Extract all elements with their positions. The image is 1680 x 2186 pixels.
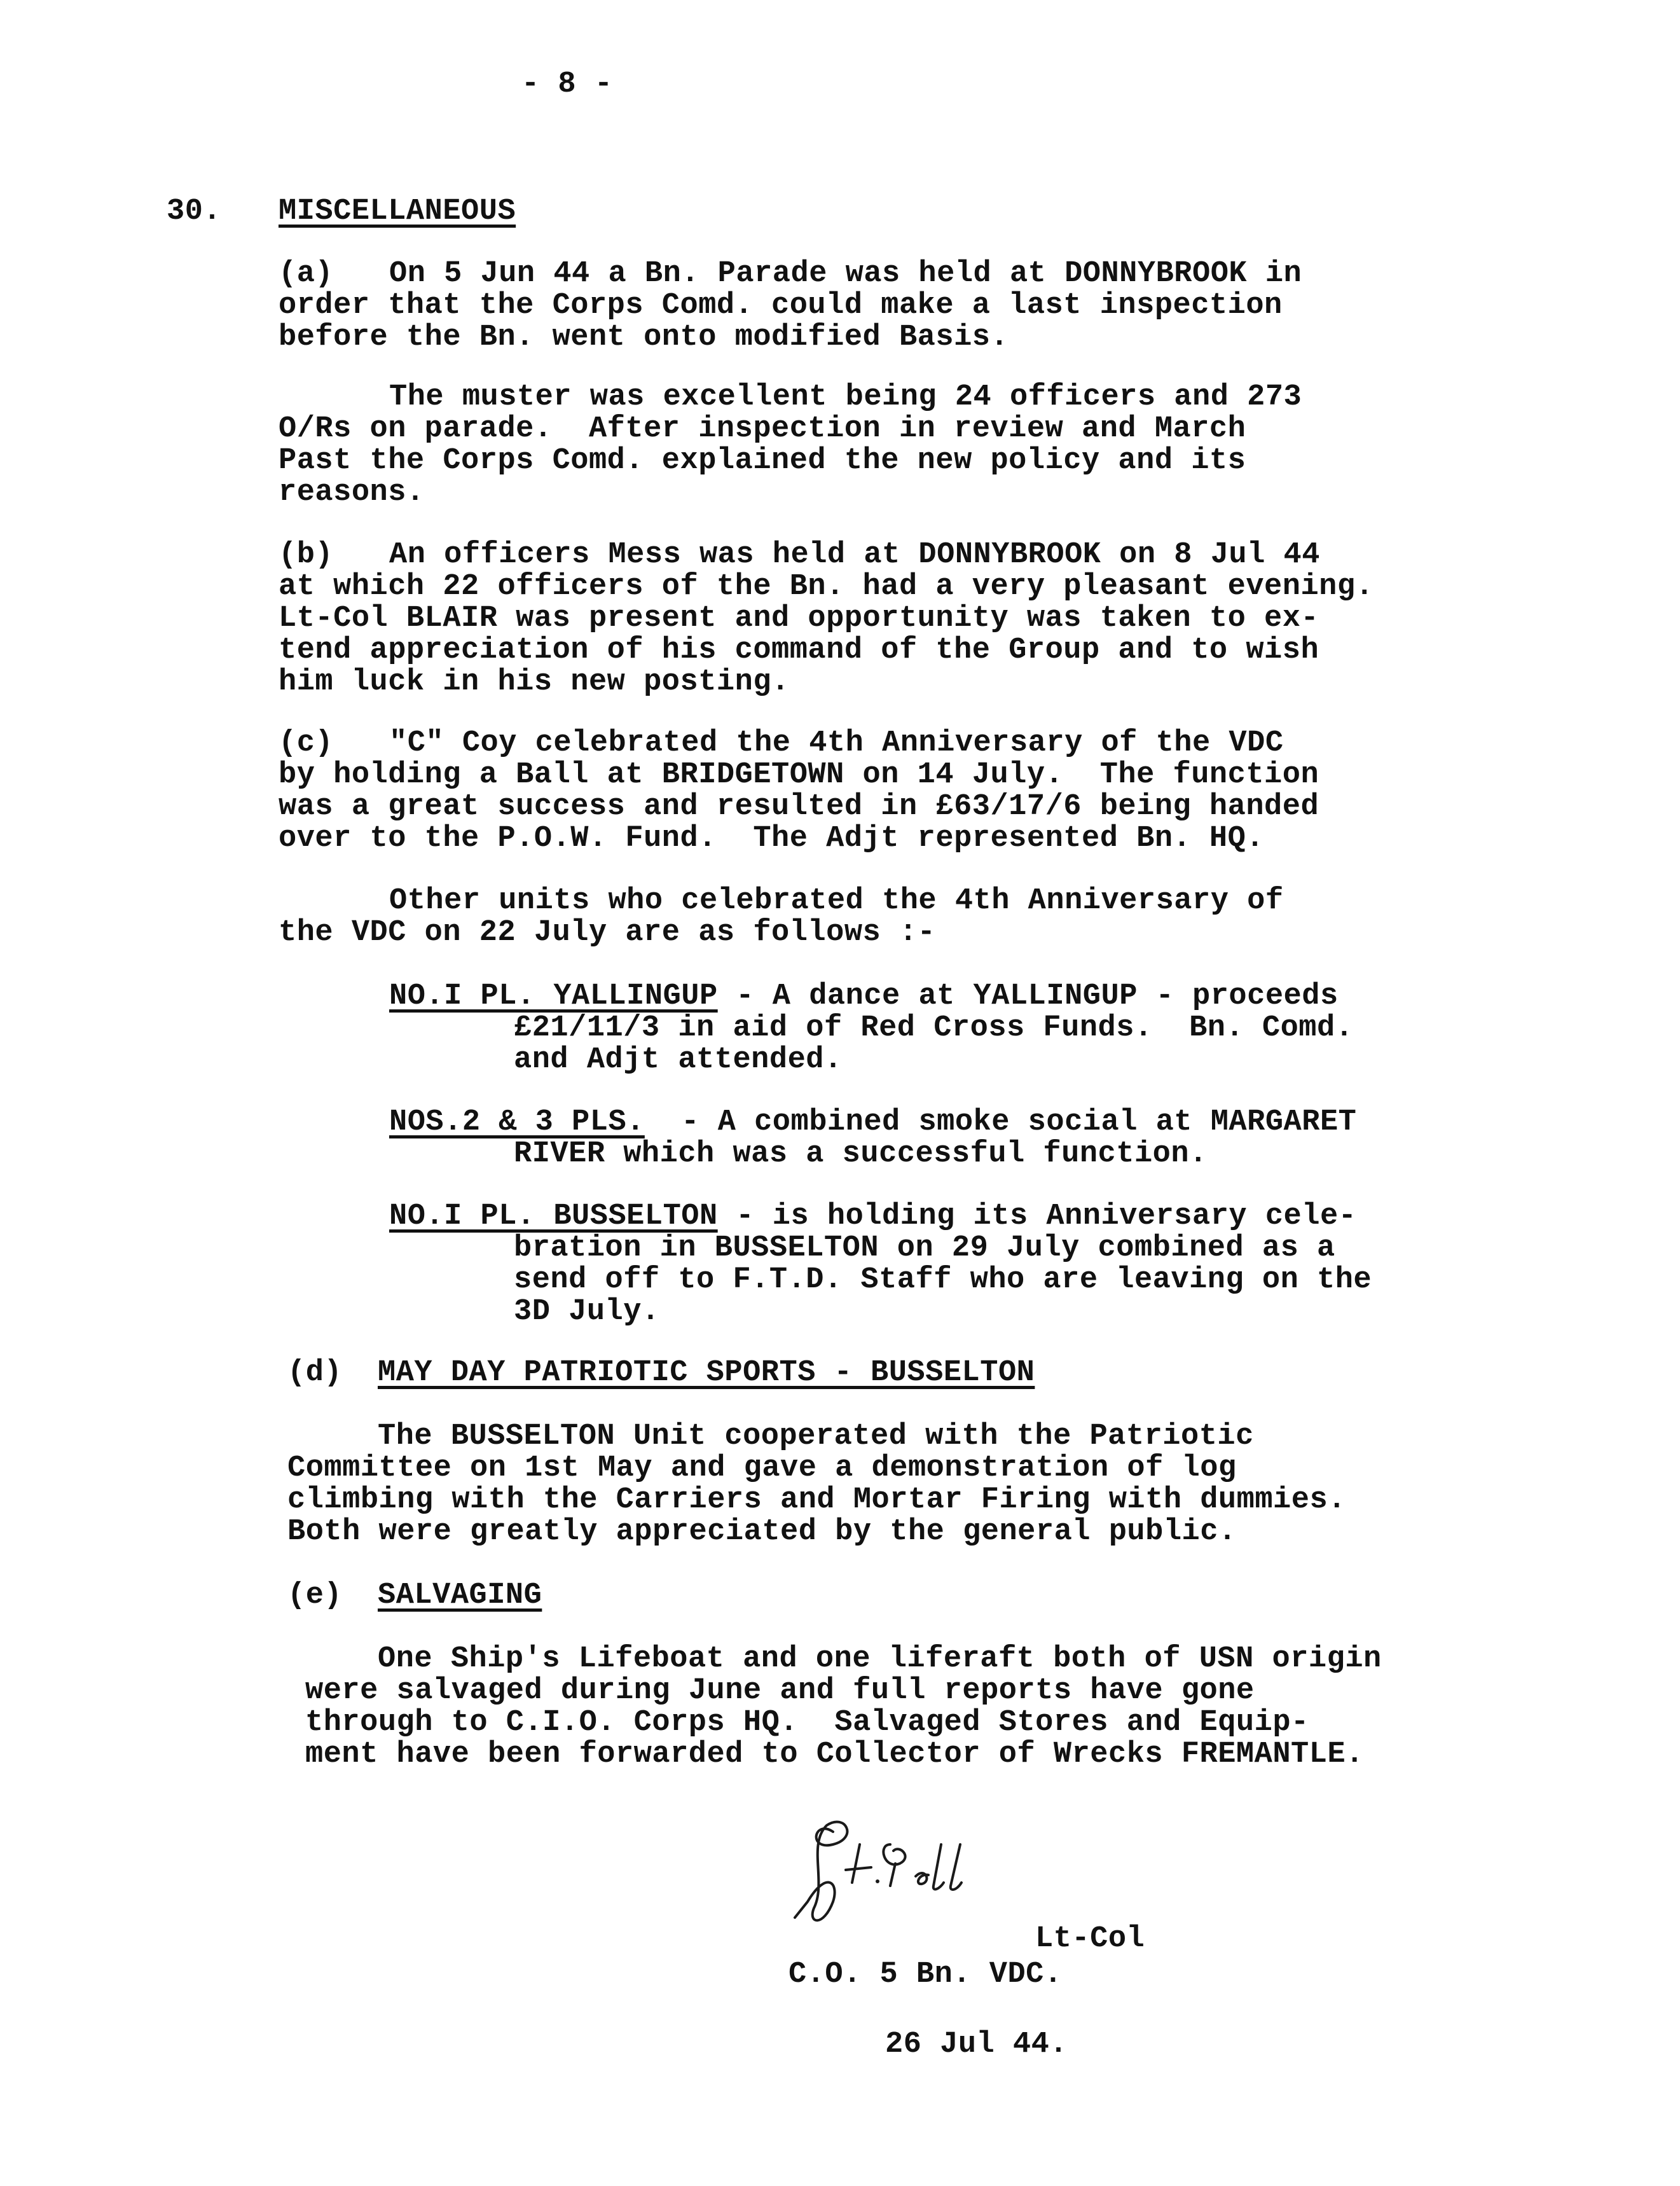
unit-text-line: and Adjt attended. [514, 1043, 843, 1077]
para-a-line: On 5 Jun 44 a Bn. Parade was held at DONNYBROOK in [389, 257, 1302, 291]
para-a2-line: The muster was excellent being 24 officers and 273 [389, 380, 1302, 414]
para-b-line: Lt-Col BLAIR was present and opportunity was taken to ex- [279, 602, 1319, 635]
para-a2-line: reasons. [279, 476, 425, 509]
para-c-line: by holding a Ball at BRIDGETOWN on 14 July. The function [279, 758, 1319, 792]
section-title: MISCELLANEOUS [279, 195, 516, 228]
unit-text-line: 3D July. [514, 1295, 660, 1329]
para-d-label: (d) [287, 1356, 343, 1390]
para-d-line: The BUSSELTON Unit cooperated with the Patriotic [378, 1420, 1254, 1453]
para-a2-line: O/Rs on parade. After inspection in review and March [279, 412, 1246, 446]
para-a-line: order that the Corps Comd. could make a last inspection [279, 289, 1283, 322]
para-c-line: "C" Coy celebrated the 4th Anniversary of the VDC [389, 726, 1284, 760]
document-date: 26 Jul 44. [885, 2028, 1068, 2061]
unit-text: - A dance at YALLINGUP - proceeds [717, 979, 1339, 1013]
para-e-line: One Ship's Lifeboat and one liferaft both of USN origin [378, 1642, 1382, 1676]
unit-entry-busselton [389, 1201, 1356, 1233]
para-a2-line: Past the Corps Comd. explained the new policy and its [279, 444, 1246, 478]
unit-text-line: £21/11/3 in aid of Red Cross Funds. Bn. Comd. [514, 1011, 1354, 1045]
para-d-line: Committee on 1st May and gave a demonstration of log [287, 1451, 1237, 1485]
handwritten-signature [788, 1806, 1030, 1934]
unit-text: - is holding its Anniversary cele- [717, 1200, 1357, 1233]
para-e-label: (e) [287, 1579, 343, 1612]
para-d-title: MAY DAY PATRIOTIC SPORTS - BUSSELTON [378, 1356, 1035, 1390]
signatory-appointment: C.O. 5 Bn. VDC. [788, 1958, 1063, 1991]
unit-entry-margaret-river [389, 1107, 1356, 1138]
para-c-other-line: the VDC on 22 July are as follows :- [279, 916, 936, 950]
para-c-line: over to the P.O.W. Fund. The Adjt represented Bn. HQ. [279, 822, 1265, 855]
para-e-line: through to C.I.O. Corps HQ. Salvaged Stores and Equip- [305, 1706, 1309, 1740]
section-number: 30. [167, 195, 222, 228]
page-number: - 8 - [521, 67, 613, 101]
unit-text: - A combined smoke social at MARGARET [644, 1105, 1357, 1139]
unit-entry-yallingup [389, 981, 1339, 1013]
unit-name: NO.I PL. YALLINGUP [389, 979, 718, 1013]
para-d-line: Both were greatly appreciated by the general public. [287, 1515, 1237, 1549]
para-c-other-line: Other units who celebrated the 4th Anniversary of [389, 884, 1284, 918]
para-e-line: were salvaged during June and full reports have gone [305, 1674, 1255, 1708]
para-e-line: ment have been forwarded to Collector of Wrecks FREMANTLE. [305, 1738, 1364, 1771]
para-b-line: An officers Mess was held at DONNYBROOK on 8 Jul 44 [389, 538, 1320, 572]
para-b-line: tend appreciation of his command of the Group and to wish [279, 633, 1319, 667]
para-b-line: at which 22 officers of the Bn. had a very pleasant evening. [279, 570, 1374, 604]
para-c-label: (c) [279, 726, 334, 760]
unit-text-line: bration in BUSSELTON on 29 July combined as a [514, 1231, 1335, 1265]
para-d-line: climbing with the Carriers and Mortar Firing with dummies. [287, 1483, 1346, 1517]
unit-name: NOS.2 & 3 PLS. [389, 1105, 645, 1139]
para-b-line: him luck in his new posting. [279, 665, 790, 699]
para-a-label: (a) [279, 257, 334, 291]
para-a-line: before the Bn. went onto modified Basis. [279, 321, 1009, 354]
para-c-line: was a great success and resulted in £63/17/6 being handed [279, 790, 1319, 824]
unit-name: NO.I PL. BUSSELTON [389, 1200, 718, 1233]
unit-text-line: send off to F.T.D. Staff who are leaving on the [514, 1263, 1372, 1297]
para-e-title: SALVAGING [378, 1579, 542, 1612]
para-b-label: (b) [279, 538, 334, 572]
signatory-rank: Lt-Col [1035, 1922, 1145, 1956]
unit-text-line: RIVER which was a successful function. [514, 1137, 1208, 1171]
